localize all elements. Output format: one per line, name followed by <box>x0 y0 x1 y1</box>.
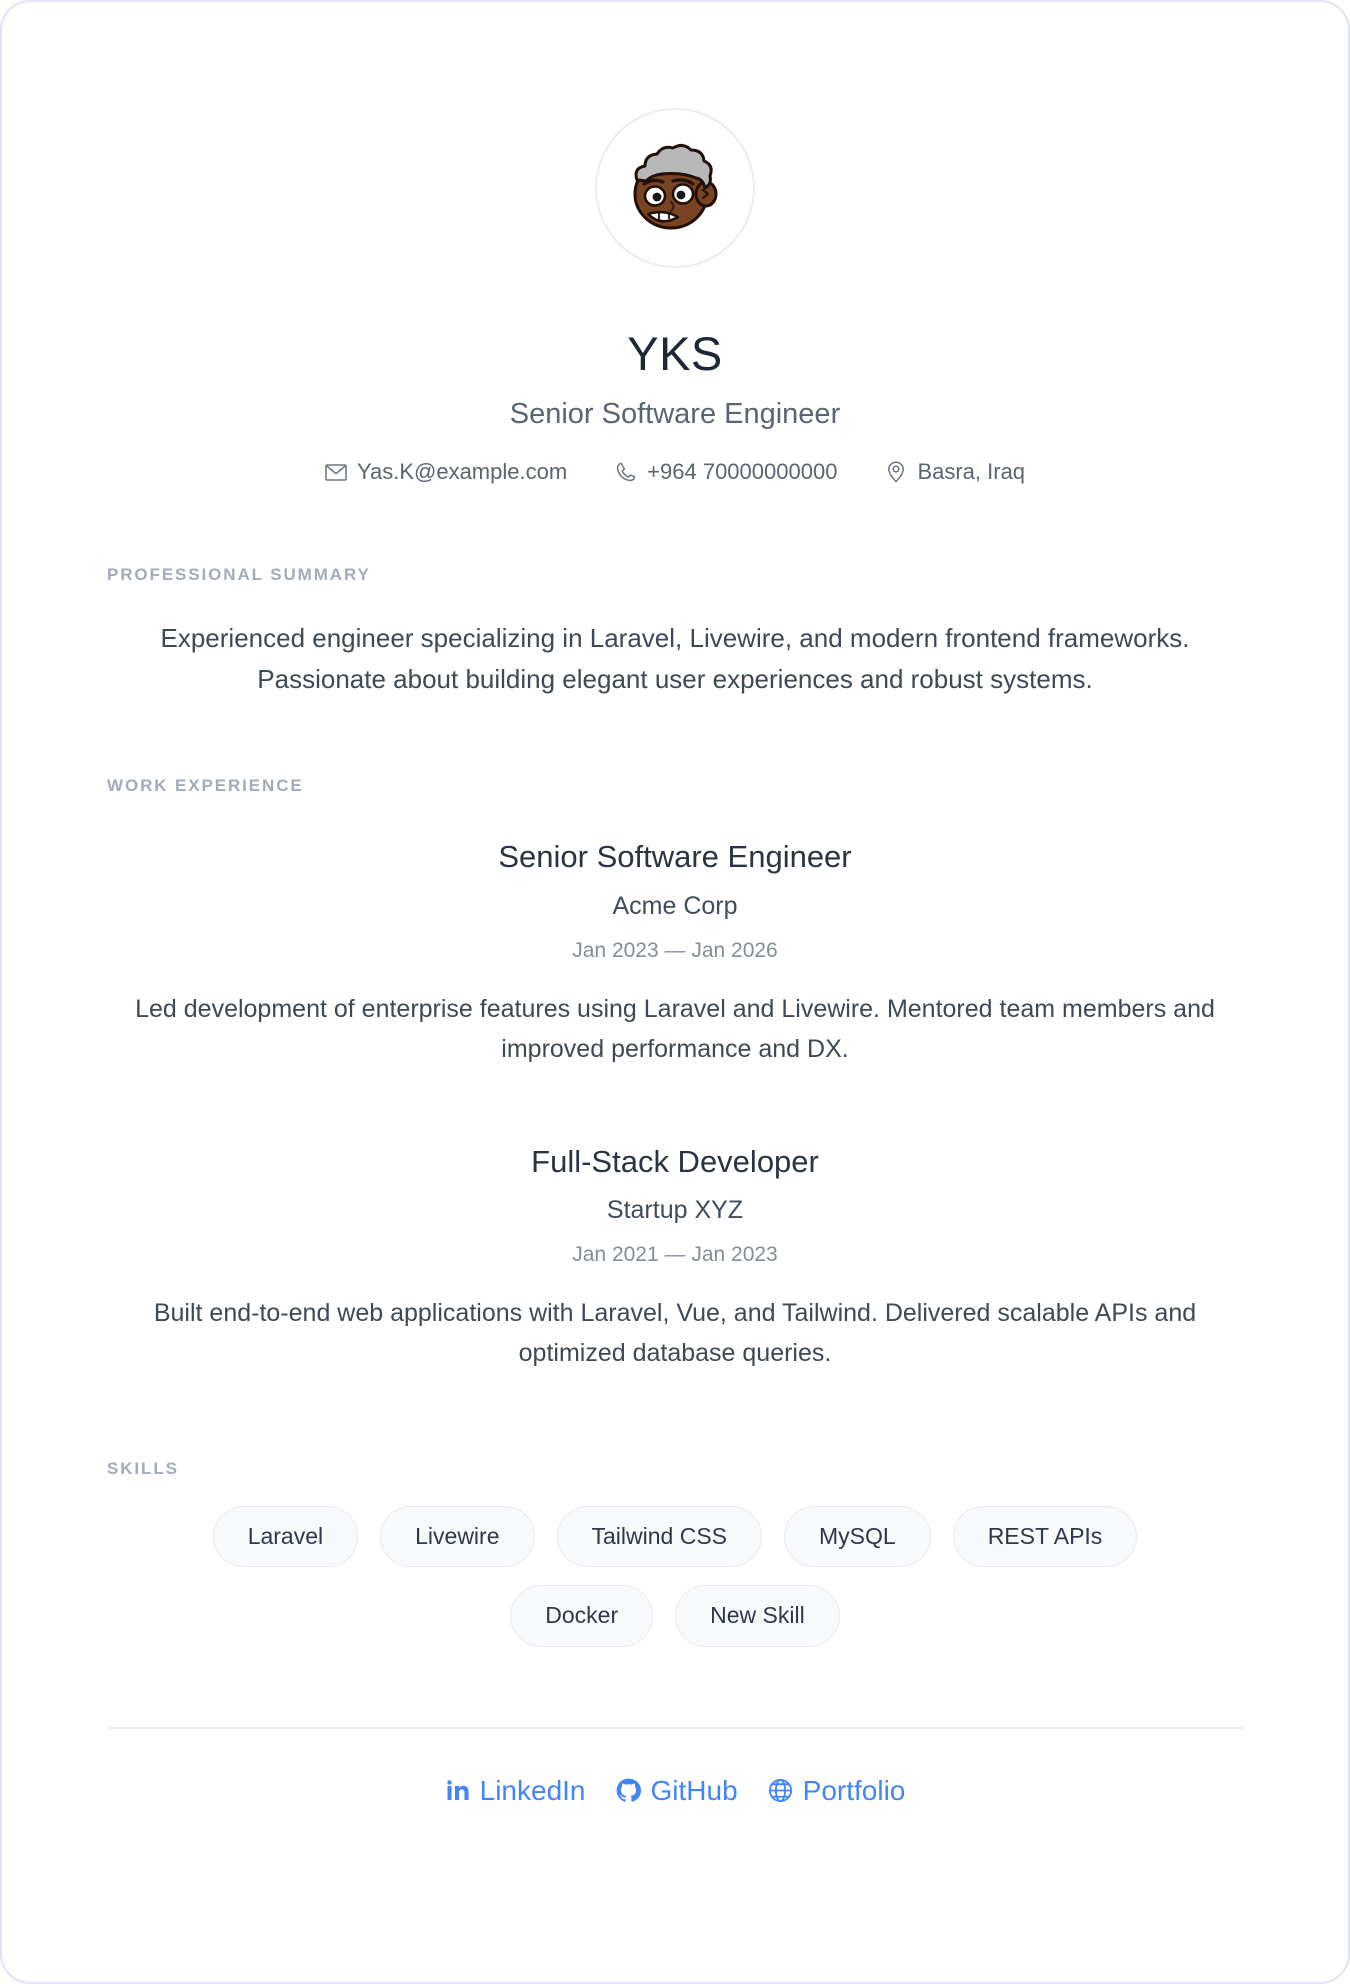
linkedin-icon <box>445 1778 471 1804</box>
phone-icon <box>615 461 637 483</box>
section-label-experience: WORK EXPERIENCE <box>107 776 304 796</box>
location-pin-icon <box>885 461 907 483</box>
summary-text: Experienced engineer specializing in Laravel, Livewire, and modern frontend frameworks. Passionate about building elegant user experiences and robust systems. <box>160 622 1190 694</box>
skill-chip[interactable]: Docker <box>510 1585 653 1647</box>
footer-divider <box>107 1727 1243 1729</box>
section-work-experience <box>107 776 1243 1373</box>
section-skills <box>107 1459 1243 1647</box>
job-dates: Jan 2021 — Jan 2023 <box>572 1242 778 1266</box>
envelope-icon <box>325 461 347 483</box>
contact-phone-label: +964 70000000000 <box>647 459 838 485</box>
contact-row <box>2 461 1348 483</box>
link-linkedin[interactable] <box>445 1774 586 1806</box>
experience-item <box>107 838 1243 1068</box>
job-description: Built end-to-end web applications with Laravel, Vue, and Tailwind. Delivered scalable APIs and optimized database queries. <box>153 1299 1197 1368</box>
experience-item <box>107 1143 1243 1373</box>
job-company: Acme Corp <box>612 891 738 920</box>
link-portfolio[interactable] <box>768 1774 906 1806</box>
job-dates: Jan 2023 — Jan 2026 <box>572 938 778 962</box>
contact-location-label: Basra, Iraq <box>917 459 1026 485</box>
contact-email[interactable] <box>325 461 567 483</box>
resume-header <box>2 2 1348 483</box>
skill-chip[interactable]: Laravel <box>213 1506 358 1568</box>
job-title: Full-Stack Developer <box>531 1143 819 1179</box>
globe-icon <box>768 1778 794 1804</box>
job-description: Led development of enterprise features using Laravel and Livewire. Mentored team members and improved performance and DX. <box>135 994 1215 1063</box>
job-company: Startup XYZ <box>606 1195 744 1224</box>
skill-chip[interactable]: New Skill <box>675 1585 840 1647</box>
skill-chip[interactable]: REST APIs <box>953 1506 1138 1568</box>
link-github[interactable] <box>616 1774 738 1806</box>
person-role: Senior Software Engineer <box>509 397 841 430</box>
skill-chip[interactable]: Livewire <box>380 1506 534 1568</box>
contact-phone[interactable] <box>615 461 837 483</box>
section-professional-summary <box>107 565 1243 700</box>
avatar-illustration-icon <box>615 128 735 248</box>
contact-location[interactable] <box>885 461 1025 483</box>
section-label-skills: SKILLS <box>107 1459 179 1479</box>
contact-email-label: Yas.K@example.com <box>356 459 568 485</box>
link-github-label: GitHub <box>650 1774 738 1806</box>
skills-list <box>107 1506 1243 1647</box>
link-portfolio-label: Portfolio <box>802 1774 906 1806</box>
link-linkedin-label: LinkedIn <box>479 1774 586 1806</box>
footer-links <box>2 1774 1348 1806</box>
page-title: YKS <box>627 327 723 380</box>
section-label-summary: PROFESSIONAL SUMMARY <box>107 565 371 585</box>
job-title: Senior Software Engineer <box>498 839 852 875</box>
skill-chip[interactable]: Tailwind CSS <box>557 1506 763 1568</box>
skill-chip[interactable]: MySQL <box>784 1506 931 1568</box>
github-icon <box>616 1778 642 1804</box>
avatar <box>595 108 755 268</box>
